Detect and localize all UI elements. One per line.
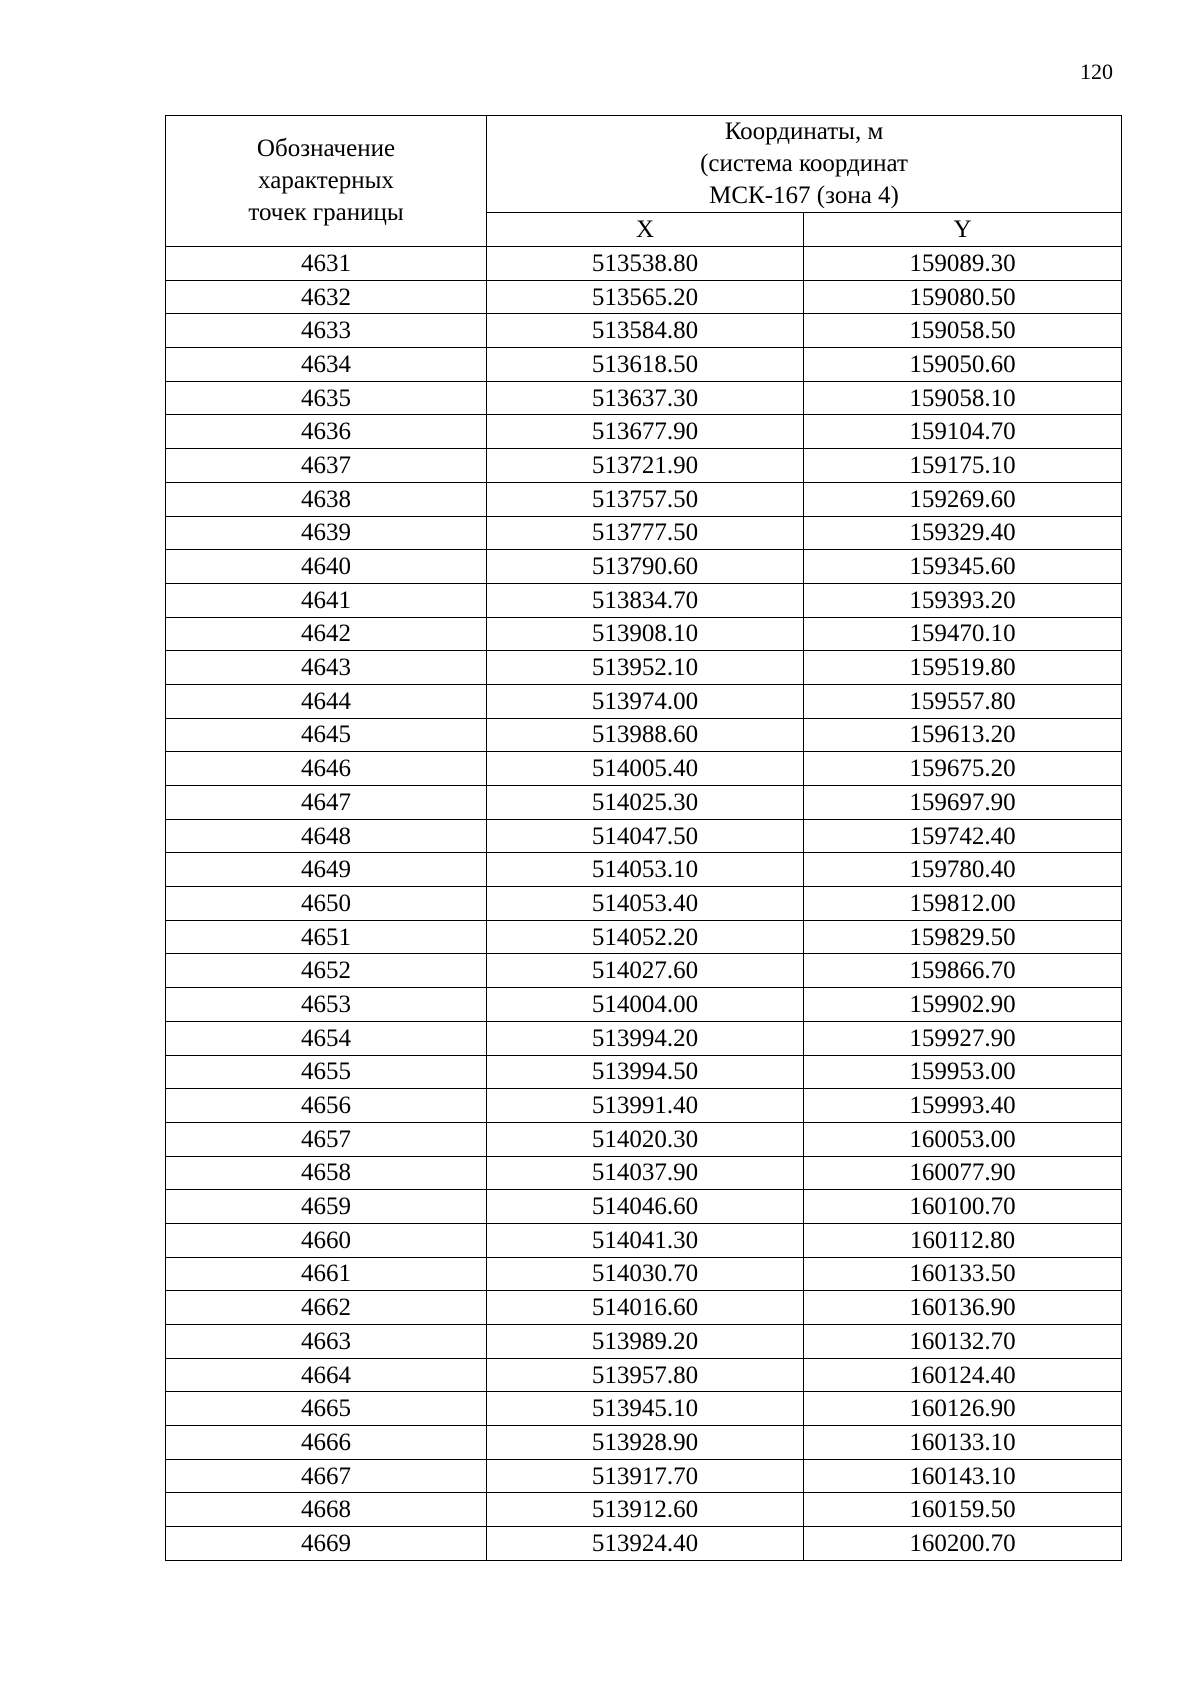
- x-cell: 513917.70: [487, 1459, 804, 1493]
- x-cell: 514016.60: [487, 1291, 804, 1325]
- table-row: [166, 1223, 1122, 1257]
- point-cell: 4649: [166, 853, 487, 887]
- x-cell: 513777.50: [487, 516, 804, 550]
- table-row: [166, 1055, 1122, 1089]
- point-header-line: точек границы: [248, 199, 404, 226]
- point-cell: 4658: [166, 1156, 487, 1190]
- point-cell: 4644: [166, 684, 487, 718]
- table-row: [166, 415, 1122, 449]
- x-cell: 514020.30: [487, 1122, 804, 1156]
- point-cell: 4634: [166, 348, 487, 382]
- y-cell: 159829.50: [804, 920, 1122, 954]
- x-cell: 513565.20: [487, 280, 804, 314]
- point-header-line: характерных: [258, 167, 394, 194]
- x-cell: 514047.50: [487, 819, 804, 853]
- y-cell: 160133.50: [804, 1257, 1122, 1291]
- y-cell: 160132.70: [804, 1325, 1122, 1359]
- table-row: [166, 752, 1122, 786]
- table-row: [166, 786, 1122, 820]
- table-row: [166, 1291, 1122, 1325]
- x-cell: 513912.60: [487, 1493, 804, 1527]
- x-cell: 513988.60: [487, 718, 804, 752]
- point-cell: 4653: [166, 988, 487, 1022]
- x-cell: 514025.30: [487, 786, 804, 820]
- y-cell: 159675.20: [804, 752, 1122, 786]
- y-cell: 159058.10: [804, 381, 1122, 415]
- x-cell: 513974.00: [487, 684, 804, 718]
- x-cell: 513538.80: [487, 247, 804, 281]
- point-cell: 4656: [166, 1089, 487, 1123]
- table-row: [166, 1257, 1122, 1291]
- table-row: [166, 348, 1122, 382]
- x-column-header: X: [487, 213, 804, 247]
- y-cell: 160053.00: [804, 1122, 1122, 1156]
- y-cell: 160124.40: [804, 1358, 1122, 1392]
- point-cell: 4632: [166, 280, 487, 314]
- x-cell: 513618.50: [487, 348, 804, 382]
- point-cell: 4662: [166, 1291, 487, 1325]
- point-cell: 4645: [166, 718, 487, 752]
- point-cell: 4642: [166, 617, 487, 651]
- x-cell: 514037.90: [487, 1156, 804, 1190]
- point-cell: 4631: [166, 247, 487, 281]
- x-cell: 514053.10: [487, 853, 804, 887]
- x-cell: 514004.00: [487, 988, 804, 1022]
- table-row: [166, 1122, 1122, 1156]
- x-cell: 513834.70: [487, 583, 804, 617]
- point-cell: 4637: [166, 449, 487, 483]
- table-row: [166, 1089, 1122, 1123]
- x-cell: 513757.50: [487, 482, 804, 516]
- point-cell: 4661: [166, 1257, 487, 1291]
- x-cell: 514030.70: [487, 1257, 804, 1291]
- coords-header-line: (система координат: [700, 150, 908, 177]
- x-cell: 513721.90: [487, 449, 804, 483]
- y-cell: 159393.20: [804, 583, 1122, 617]
- point-cell: 4652: [166, 954, 487, 988]
- point-cell: 4643: [166, 651, 487, 685]
- table-row: [166, 1392, 1122, 1426]
- x-cell: 513952.10: [487, 651, 804, 685]
- y-cell: 160143.10: [804, 1459, 1122, 1493]
- coords-header-line: Координаты, м: [724, 118, 884, 145]
- x-cell: 514027.60: [487, 954, 804, 988]
- table-row: [166, 1358, 1122, 1392]
- point-header-line: Обозначение: [256, 135, 396, 162]
- y-cell: 159697.90: [804, 786, 1122, 820]
- x-cell: 513924.40: [487, 1527, 804, 1561]
- point-cell: 4647: [166, 786, 487, 820]
- point-cell: 4657: [166, 1122, 487, 1156]
- table-row: [166, 1527, 1122, 1561]
- y-cell: 159089.30: [804, 247, 1122, 281]
- point-cell: 4633: [166, 314, 487, 348]
- table-row: [166, 684, 1122, 718]
- table-row: [166, 449, 1122, 483]
- y-cell: 159866.70: [804, 954, 1122, 988]
- y-cell: 159104.70: [804, 415, 1122, 449]
- point-cell: 4668: [166, 1493, 487, 1527]
- point-cell: 4641: [166, 583, 487, 617]
- x-cell: 513994.20: [487, 1021, 804, 1055]
- x-cell: 513989.20: [487, 1325, 804, 1359]
- point-cell: 4654: [166, 1021, 487, 1055]
- table-row: [166, 550, 1122, 584]
- point-cell: 4660: [166, 1223, 487, 1257]
- point-cell: 4646: [166, 752, 487, 786]
- y-cell: 160126.90: [804, 1392, 1122, 1426]
- table-body: [166, 247, 1122, 1561]
- coordinates-table: [165, 115, 1122, 1561]
- y-column-header: Y: [804, 213, 1122, 247]
- point-cell: 4666: [166, 1426, 487, 1460]
- point-cell: 4667: [166, 1459, 487, 1493]
- table-row: [166, 1156, 1122, 1190]
- page-number: 120: [1080, 59, 1113, 84]
- y-cell: 160077.90: [804, 1156, 1122, 1190]
- y-cell: 159613.20: [804, 718, 1122, 752]
- x-cell: 513957.80: [487, 1358, 804, 1392]
- table-row: [166, 1021, 1122, 1055]
- y-cell: 160159.50: [804, 1493, 1122, 1527]
- table-row: [166, 1426, 1122, 1460]
- x-cell: 514041.30: [487, 1223, 804, 1257]
- x-cell: 514046.60: [487, 1190, 804, 1224]
- y-cell: 159812.00: [804, 887, 1122, 921]
- point-cell: 4659: [166, 1190, 487, 1224]
- table-row: [166, 1325, 1122, 1359]
- y-cell: 160112.80: [804, 1223, 1122, 1257]
- point-cell: 4669: [166, 1527, 487, 1561]
- table-row: [166, 381, 1122, 415]
- point-cell: 4663: [166, 1325, 487, 1359]
- table-row: [166, 1190, 1122, 1224]
- table-row: [166, 718, 1122, 752]
- point-cell: 4640: [166, 550, 487, 584]
- table-row: [166, 516, 1122, 550]
- x-cell: 513637.30: [487, 381, 804, 415]
- table-row: [166, 247, 1122, 281]
- x-cell: 513994.50: [487, 1055, 804, 1089]
- point-cell: 4636: [166, 415, 487, 449]
- table-row: [166, 583, 1122, 617]
- y-cell: 159058.50: [804, 314, 1122, 348]
- x-cell: 513908.10: [487, 617, 804, 651]
- x-cell: 513790.60: [487, 550, 804, 584]
- y-cell: 159175.10: [804, 449, 1122, 483]
- y-cell: 160136.90: [804, 1291, 1122, 1325]
- y-cell: 159780.40: [804, 853, 1122, 887]
- x-cell: 514005.40: [487, 752, 804, 786]
- table-row: [166, 988, 1122, 1022]
- table-row: [166, 954, 1122, 988]
- y-cell: 159345.60: [804, 550, 1122, 584]
- table-row: [166, 853, 1122, 887]
- table-row: [166, 482, 1122, 516]
- point-cell: 4635: [166, 381, 487, 415]
- y-cell: 159519.80: [804, 651, 1122, 685]
- point-cell: 4655: [166, 1055, 487, 1089]
- x-cell: 514053.40: [487, 887, 804, 921]
- table-row: [166, 887, 1122, 921]
- table-row: [166, 819, 1122, 853]
- y-cell: 159470.10: [804, 617, 1122, 651]
- point-cell: 4639: [166, 516, 487, 550]
- y-cell: 159557.80: [804, 684, 1122, 718]
- coordinates-header: [487, 116, 1122, 213]
- point-cell: 4651: [166, 920, 487, 954]
- y-cell: 160100.70: [804, 1190, 1122, 1224]
- table-row: [166, 617, 1122, 651]
- y-cell: 159902.90: [804, 988, 1122, 1022]
- coords-header-line: МСК-167 (зона 4): [709, 182, 899, 209]
- point-column-header: [166, 116, 487, 247]
- y-cell: 160200.70: [804, 1527, 1122, 1561]
- point-cell: 4664: [166, 1358, 487, 1392]
- point-cell: 4665: [166, 1392, 487, 1426]
- y-cell: 159927.90: [804, 1021, 1122, 1055]
- table-row: [166, 1459, 1122, 1493]
- table-row: [166, 651, 1122, 685]
- table-row: [166, 280, 1122, 314]
- y-cell: 159993.40: [804, 1089, 1122, 1123]
- y-cell: 159742.40: [804, 819, 1122, 853]
- point-cell: 4650: [166, 887, 487, 921]
- y-cell: 159080.50: [804, 280, 1122, 314]
- y-cell: 159329.40: [804, 516, 1122, 550]
- table-row: [166, 314, 1122, 348]
- x-cell: 514052.20: [487, 920, 804, 954]
- y-cell: 160133.10: [804, 1426, 1122, 1460]
- point-cell: 4638: [166, 482, 487, 516]
- y-cell: 159953.00: [804, 1055, 1122, 1089]
- table-row: [166, 920, 1122, 954]
- table-row: [166, 1493, 1122, 1527]
- y-cell: 159050.60: [804, 348, 1122, 382]
- x-cell: 513677.90: [487, 415, 804, 449]
- x-cell: 513584.80: [487, 314, 804, 348]
- x-cell: 513945.10: [487, 1392, 804, 1426]
- y-cell: 159269.60: [804, 482, 1122, 516]
- x-cell: 513928.90: [487, 1426, 804, 1460]
- point-cell: 4648: [166, 819, 487, 853]
- x-cell: 513991.40: [487, 1089, 804, 1123]
